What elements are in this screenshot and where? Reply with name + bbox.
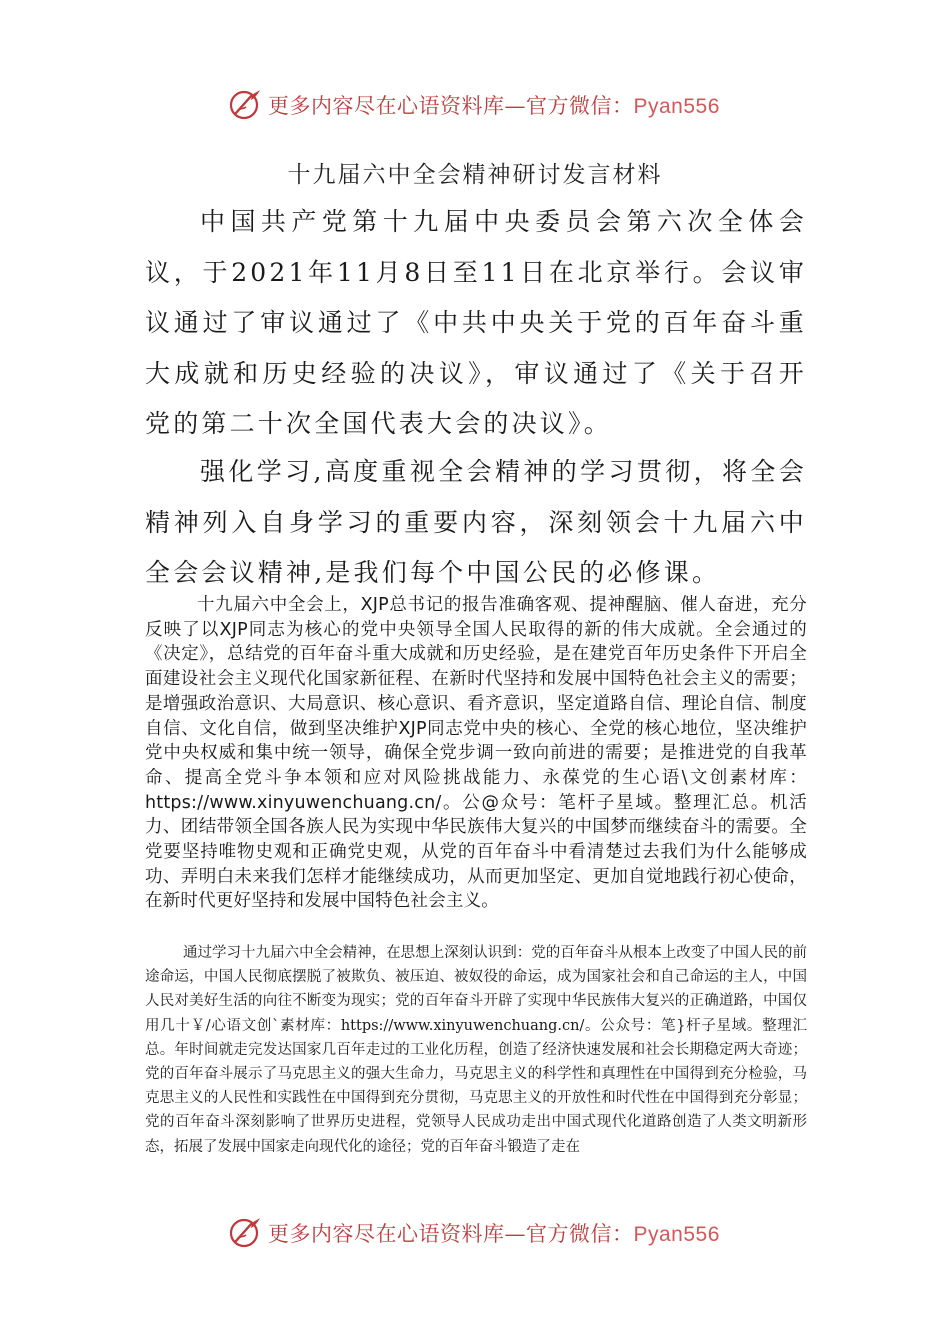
banner-separator: — bbox=[504, 94, 526, 118]
banner-slogan: 更多内容尽在心语资料库 bbox=[268, 94, 505, 118]
banner-wechat-id: Pyan556 bbox=[633, 95, 720, 118]
paragraph-3: 十九届六中全会上，XJP总书记的报告准确客观、提神醒脑、催人奋进，充分反映了以XJP同志为核心的党中央领导全国人民取得的新的伟大成就。全会通过的《决定》，总结党的百年奋斗重大成就和历史经验，是在建党百年历史条件下开启全面建设社会主义现代化国家新征程、在新时代坚持和发展中国特色社会主义的需要；是增强政治意识、大局意识、核心意识、看齐意识，坚定道路自信、理论自信、制度自信、文化自信，做到坚决维护XJP同志党中央的核心、全党的核心地位，坚决维护党中央权威和集中统一领导，确保全党步调一致向前进的需要；是推进党的自我革命、提高全党斗争本领和应对风险挑战能力、永葆党的生心语\文创素材库：https://www.xinyuwenchuang.cn/。公@众号：笔杆子星域。整理汇总。机活力、团结带领全国各族人民为实现中华民族伟大复兴的中国梦而继续奋斗的需要。全党要坚持唯物史观和正确党史观，从党的百年奋斗中看清楚过去我们为什么能够成功、弄明白未来我们怎样才能继续成功，从而更加坚定、更加自觉地践行初心使命，在新时代更好坚持和发展中国特色社会主义。 bbox=[145, 595, 807, 912]
footer-banner bbox=[0, 1212, 950, 1252]
paragraph-4: 通过学习十九届六中全会精神，在思想上深刻认识到：党的百年奋斗从根本上改变了中国人民的前途命运，中国人民彻底摆脱了被欺负、被压迫、被奴役的命运，成为国家社会和自己命运的主人，中国人民对美好生活的向往不断变为现实；党的百年奋斗开辟了实现中华民族伟大复兴的正确道路，中国仅用几十￥/心语文创`素材库：https://www.xinyuwenchuang.cn/。公众号：笔}杆子星域。整理汇总。年时间就走完发达国家几百年走过的工业化历程，创造了经济快速发展和社会长期稳定两大奇迹；党的百年奋斗展示了马克思主义的强大生命力，马克思主义的科学性和真理性在中国得到充分检验，马克思主义的人民性和实践性在中国得到充分贯彻，马克思主义的开放性和时代性在中国得到充分彰显；党的百年奋斗深刻影响了世界历史进程，党领导人民成功走出中国式现代化道路创造了人类文明新形态，拓展了发展中国家走向现代化的途径；党的百年奋斗锻造了走在 bbox=[145, 945, 807, 1155]
banner-wechat-label: 官方微信： bbox=[526, 1222, 634, 1246]
quill-logo-icon bbox=[226, 1214, 262, 1250]
banner-text bbox=[268, 1218, 720, 1248]
banner-wechat-label: 官方微信： bbox=[526, 94, 634, 118]
paragraph-1: 中国共产党第十九届中央委员会第六次全体会议，于2021年11月8日至11日在北京举行。会议审议通过了审议通过了《中共中央关于党的百年奋斗重大成就和历史经验的决议》，审议通过了《关于召开党的第二十次全国代表大会的决议》。 bbox=[145, 207, 807, 438]
banner-text bbox=[268, 90, 720, 120]
paragraph-2: 强化学习,高度重视全会精神的学习贯彻，将全会精神列入自身学习的重要内容，深刻领会十九届六中全会会议精神,是我们每个中国公民的必修课。 bbox=[145, 457, 807, 587]
header-banner bbox=[0, 84, 950, 124]
banner-wechat-id: Pyan556 bbox=[633, 1223, 720, 1246]
quill-logo-icon bbox=[226, 86, 262, 122]
banner-separator: — bbox=[504, 1222, 526, 1246]
document-title: 十九届六中全会精神研讨发言材料 bbox=[287, 162, 663, 188]
banner-slogan: 更多内容尽在心语资料库 bbox=[268, 1222, 505, 1246]
